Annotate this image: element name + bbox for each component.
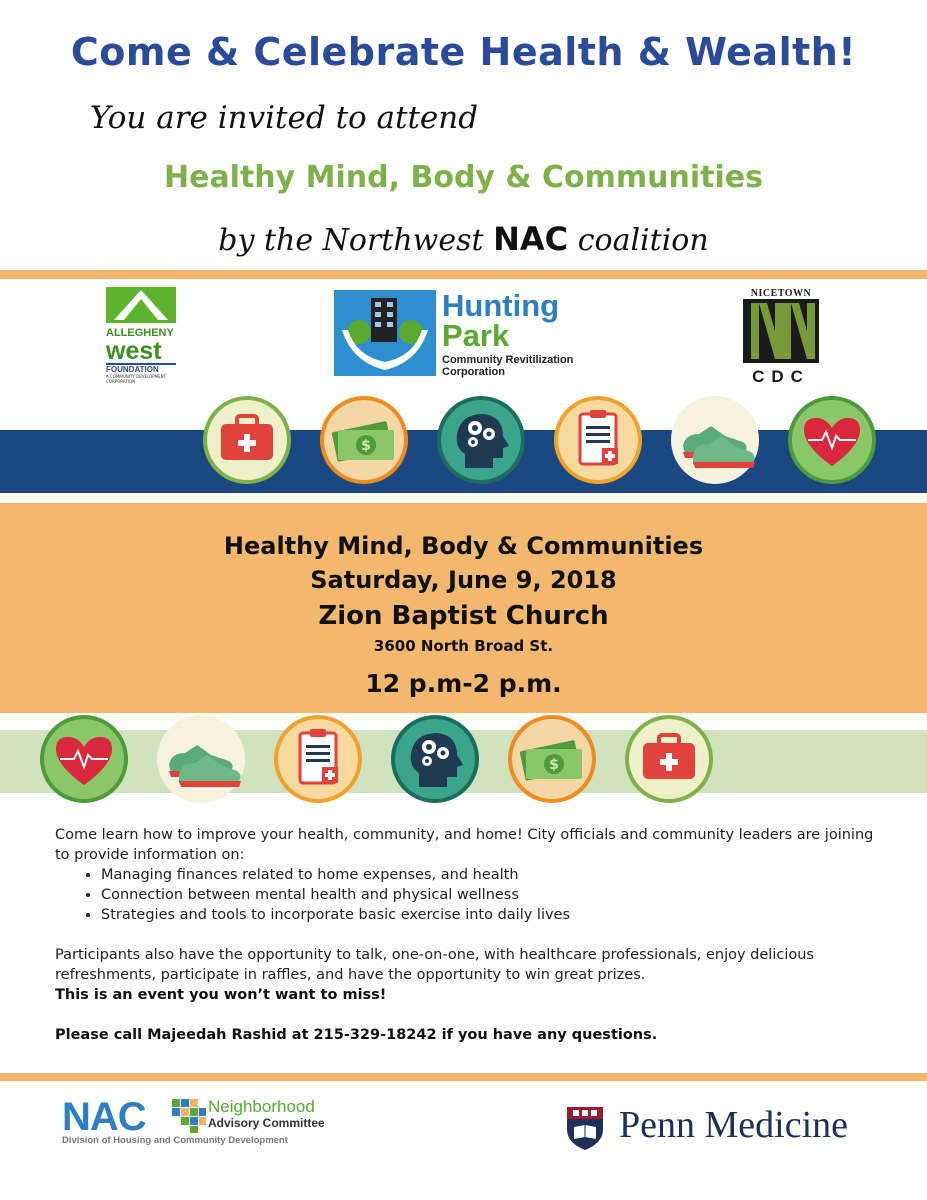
hands-building-icon [334,290,436,376]
allegheny-west-logo [106,287,176,387]
svg-text:$: $ [549,757,559,773]
svg-text:$: $ [361,438,371,454]
mind-gears-icon [391,715,479,803]
topic-item: • Connection between mental health and physical wellness [101,885,875,905]
intro-paragraph: Come learn how to improve your health, community, and home! City officials and community leaders are joining to provide information on: [55,827,874,863]
penn-shield-icon [565,1105,605,1155]
money-icon [320,396,408,484]
allegheny-line3: FOUNDATION [106,363,176,374]
mind-gears-icon [437,396,525,484]
byline-pre: by the Northwest [218,223,484,258]
nac-line2: Advisory Committee [208,1116,325,1130]
nicetown-nn-mark-icon [743,299,819,367]
allegheny-triangle-icon [106,287,176,323]
hunting-park-line2: Park [442,318,510,353]
byline [0,220,927,258]
event-title: Healthy Mind, Body & Communities [223,532,704,560]
hunting-park-logo [334,290,588,378]
hunting-park-line1: Hunting [442,288,560,323]
topic-item: • Managing finances related to home expenses, and health [101,865,875,885]
top-rule [0,270,927,279]
first-aid-kit-icon [203,396,291,484]
heart-icon [788,396,876,484]
event-date: Saturday, June 9, 2018 [310,566,617,594]
icon-row-bottom [0,712,927,812]
penn-medicine-logo [565,1105,885,1155]
allegheny-line1: ALLEGHENY [106,327,174,339]
nicetown-line1: NICETOWN [750,288,812,299]
icon-row-top [0,393,927,493]
hunting-park-line4: Corporation [442,366,505,378]
topic-item: • Strategies and tools to incorporate basic exercise into daily lives [101,905,875,925]
invite-text: You are invited to attend [90,100,479,136]
event-name-green: Healthy Mind, Body & Communities [163,160,764,195]
nicetown-line2: CDC [752,367,810,386]
clipboard-icon [554,396,642,484]
contact-text: Please call Majeedah Rashid at 215-329-18242 if you have any questions. [55,1027,658,1043]
first-aid-kit-icon [625,715,713,803]
allegheny-line4: A COMMUNITY DEVELOPMENT CORPORATION [106,374,167,384]
event-time: 12 p.m-2 p.m. [365,669,562,698]
sneaker-icon [671,396,759,484]
nac-mosaic-icon [172,1099,206,1137]
money-icon [508,715,596,803]
allegheny-line2: west [106,337,162,365]
byline-post: coalition [577,223,709,258]
sneaker-icon [157,715,245,803]
clipboard-icon [274,715,362,803]
body-text [55,825,875,1045]
bottom-rule [0,1073,927,1081]
topic-list [55,865,875,925]
nac-line1: Neighborhood [208,1097,315,1116]
hunting-park-subtitle [442,354,573,378]
nicetown-cdc-logo [743,288,819,388]
penn-name: Penn Medicine [619,1104,849,1146]
dont-miss-text: This is an event you won’t want to miss! [55,987,387,1003]
nac-line3: Division of Housing and Community Development [62,1135,288,1146]
hunting-park-line3: Community Revitilization [442,354,574,366]
byline-nac: NAC [493,220,569,258]
heart-icon [40,715,128,803]
nac-abbr: NAC [62,1095,146,1139]
nac-logo [62,1095,362,1155]
participants-paragraph: Participants also have the opportunity to talk, one-on-one, with healthcare professionals, enjoy delicious refreshments, participate in raffles, and have the opportunity to win great prizes. [55,947,814,983]
event-place: Zion Baptist Church [318,601,609,631]
headline: Come & Celebrate Health & Wealth! [70,30,857,74]
event-address: 3600 North Broad St. [373,637,554,655]
